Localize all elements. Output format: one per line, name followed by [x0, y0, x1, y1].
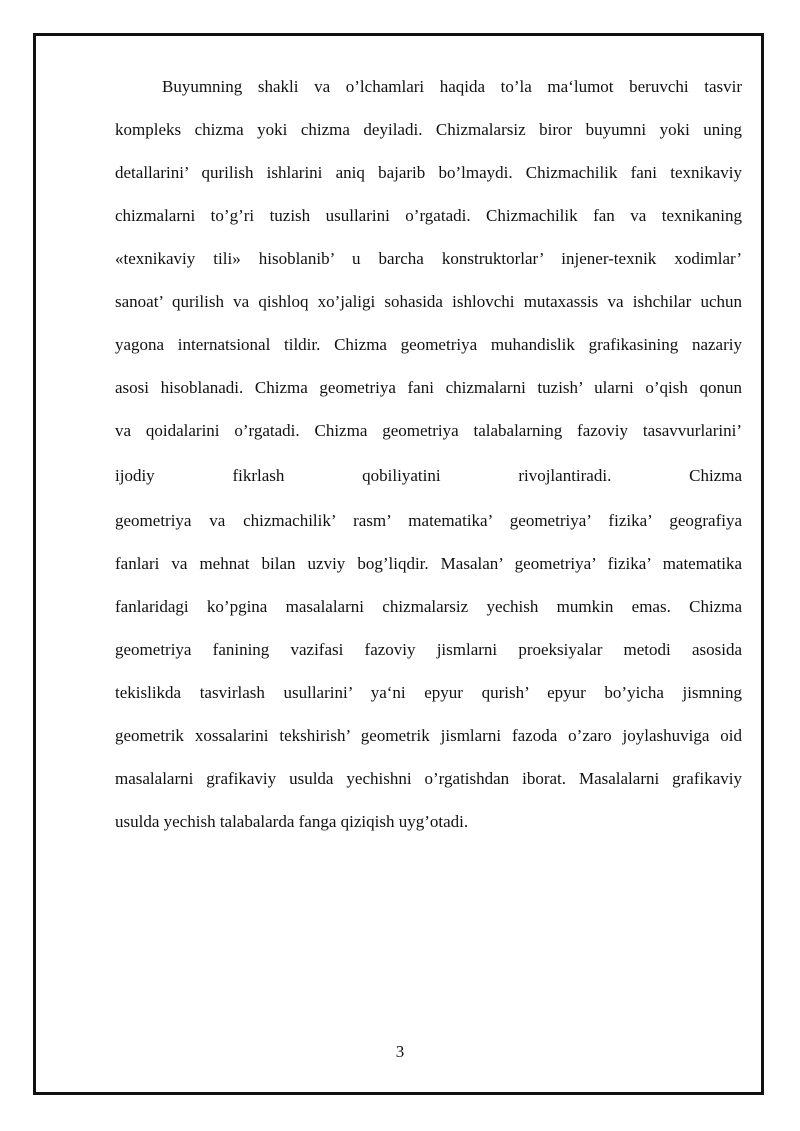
text-line: kompleks chizma yoki chizma deyiladi. Chizmalarsiz biror buyumni yoki uning — [115, 120, 742, 139]
text-line: asosi hisoblanadi. Chizma geometriya fani chizmalarni tuzish’ ularni o’qish qonun — [115, 378, 742, 397]
text-line: fanlaridagi ko’pgina masalalarni chizmalarsiz yechish mumkin emas. Chizma — [115, 597, 742, 616]
text-line: va qoidalarini o’rgatadi. Chizma geometriya talabalarning fazoviy tasavvurlarini’ — [115, 421, 742, 440]
text-line: fanlari va mehnat bilan uzviy bog’liqdir. Masalan’ geometriya’ fizika’ matematika — [115, 554, 742, 573]
text-line: detallarini’ qurilish ishlarini aniq bajarib bo’lmaydi. Chizmachilik fani texnikaviy — [115, 163, 742, 182]
text-line: ijodiy fikrlash qobiliyatini rivojlantiradi. Chizma — [115, 466, 742, 485]
text-line: masalalarni grafikaviy usulda yechishni o’rgatishdan iborat. Masalalarni grafikaviy — [115, 769, 742, 788]
text-line: geometriya fanining vazifasi fazoviy jismlarni proeksiyalar metodi asosida — [115, 640, 742, 659]
text-line: geometriya va chizmachilik’ rasm’ matematika’ geometriya’ fizika’ geografiya — [115, 511, 742, 530]
text-line: Buyumning shakli va o’lchamlari haqida to’la ma‘lumot beruvchi tasvir — [162, 77, 742, 96]
text-line: yagona internatsional tildir. Chizma geometriya muhandislik grafikasining nazariy — [115, 335, 742, 354]
text-line: tekislikda tasvirlash usullarini’ ya‘ni epyur qurish’ epyur bo’yicha jismning — [115, 683, 742, 702]
text-line: sanoat’ qurilish va qishloq xo’jaligi sohasida ishlovchi mutaxassis va ishchilar uchun — [115, 292, 742, 311]
text-line: geometrik xossalarini tekshirish’ geometrik jismlarni fazoda o’zaro joylashuviga oid — [115, 726, 742, 745]
text-line: chizmalarni to’g’ri tuzish usullarini o’rgatadi. Chizmachilik fan va texnikaning — [115, 206, 742, 225]
text-line: «texnikaviy tili» hisoblanib’ u barcha konstruktorlar’ injener-texnik xodimlar’ — [115, 249, 742, 268]
page-number: 3 — [395, 1042, 405, 1061]
text-line: usulda yechish talabalarda fanga qiziqish uyg’otadi. — [115, 812, 469, 831]
